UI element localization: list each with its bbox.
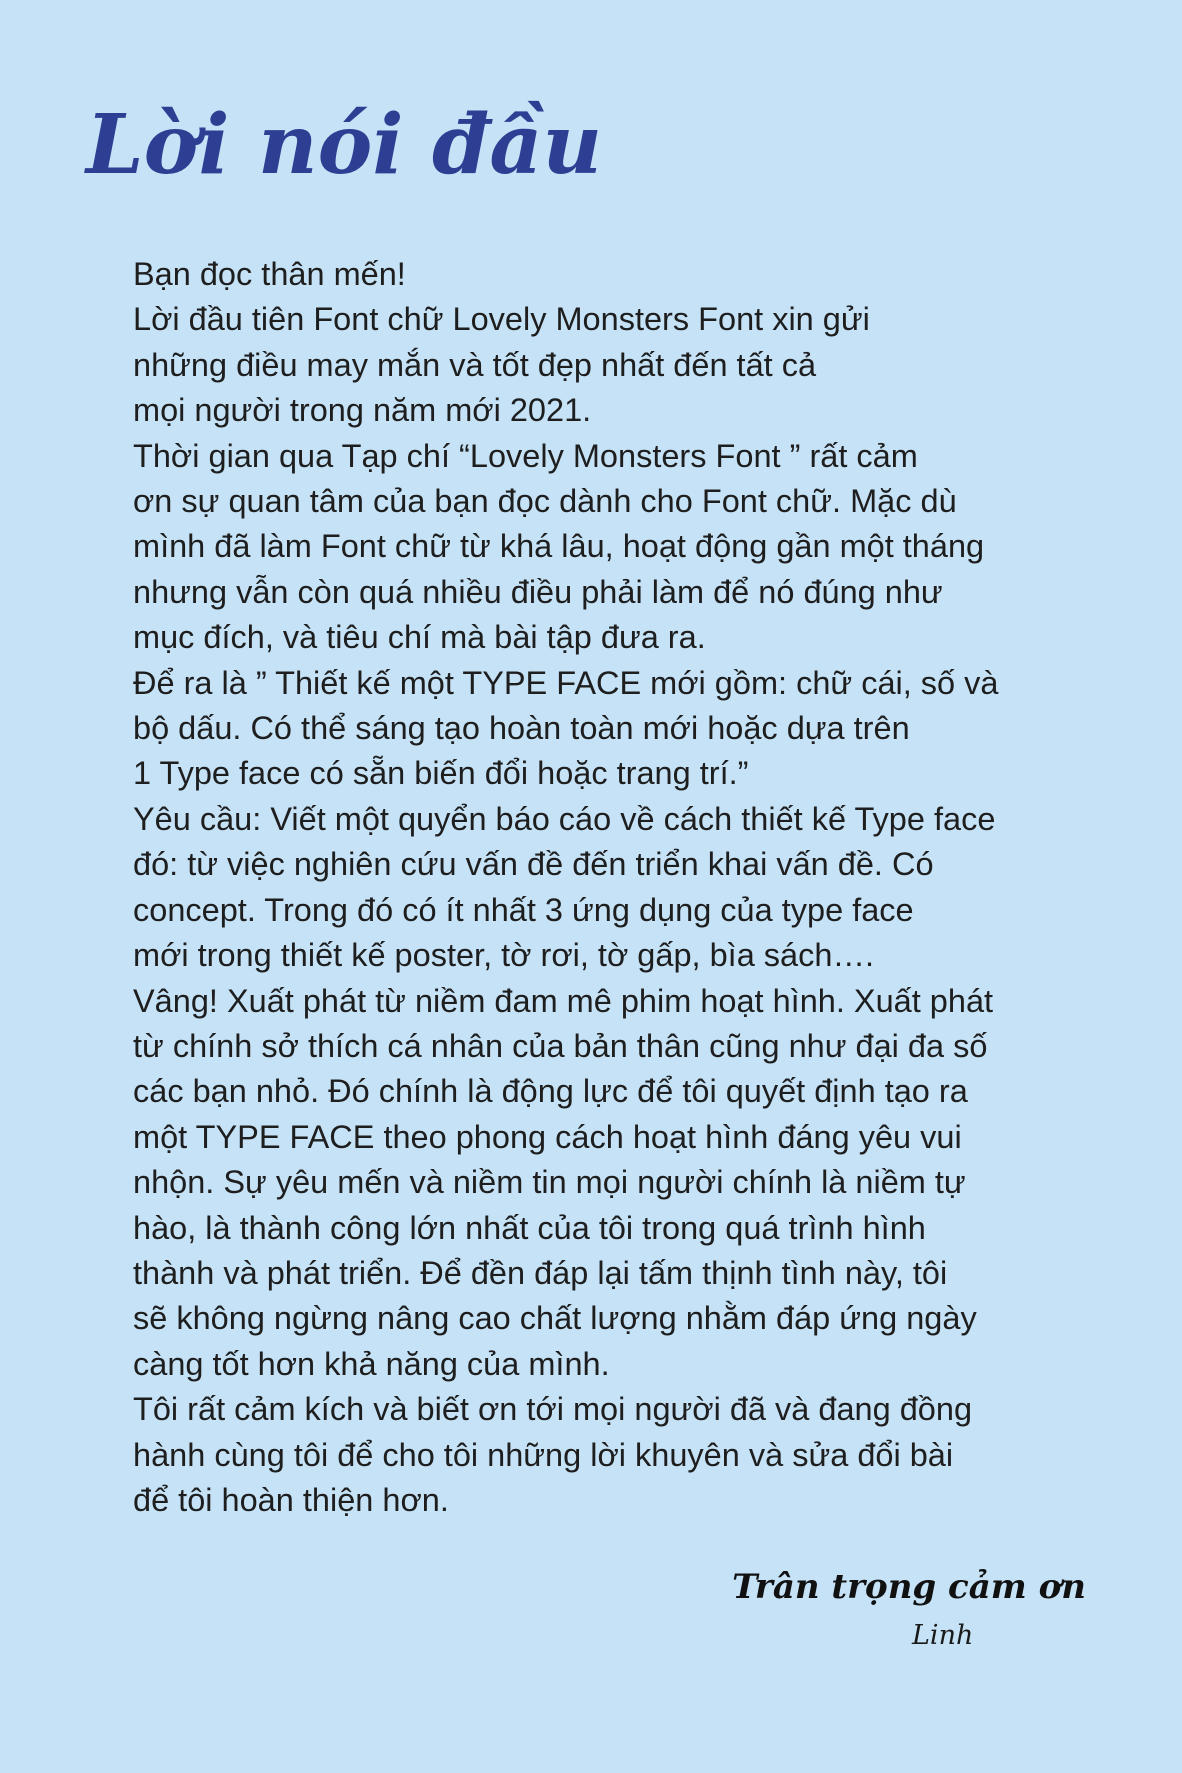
body-line: Bạn đọc thân mến!: [133, 256, 406, 292]
body-line: các bạn nhỏ. Đó chính là động lực để tôi quyết định tạo ra: [133, 1073, 968, 1110]
signature: Linh: [912, 1620, 974, 1651]
body-line: những điều may mắn và tốt đẹp nhất đến tất cả: [133, 346, 817, 383]
page-title: Lời nói đầu: [86, 97, 603, 193]
body-line: thành và phát triển. Để đền đáp lại tấm thịnh tình này, tôi: [133, 1254, 948, 1291]
body-line: Để ra là ” Thiết kế một TYPE FACE mới gồm: chữ cái, số và: [133, 664, 999, 701]
body-line: hào, là thành công lớn nhất của tôi trong quá trình hình: [133, 1209, 926, 1246]
body-line: mọi người trong năm mới 2021.: [133, 392, 592, 429]
body-line: nhưng vẫn còn quá nhiều điều phải làm để nó đúng như: [133, 573, 943, 610]
body-line: Tôi rất cảm kích và biết ơn tới mọi người đã và đang đồng: [133, 1391, 973, 1428]
body-text: [133, 252, 1093, 1523]
body-line: mục đích, và tiêu chí mà bài tập đưa ra.: [133, 619, 706, 656]
body-line: càng tốt hơn khả năng của mình.: [133, 1345, 610, 1382]
body-line: Lời đầu tiên Font chữ Lovely Monsters Font xin gửi: [133, 301, 870, 338]
body-line: một TYPE FACE theo phong cách hoạt hình đáng yêu vui: [133, 1118, 962, 1155]
body-line: Yêu cầu: Viết một quyển báo cáo về cách thiết kế Type face: [133, 800, 996, 837]
body-line: đó: từ việc nghiên cứu vấn đề đến triển khai vấn đề. Có: [133, 846, 934, 883]
body-line: ơn sự quan tâm của bạn đọc dành cho Font chữ. Mặc dù: [133, 483, 957, 520]
body-line: mới trong thiết kế poster, tờ rơi, tờ gấp, bìa sách….: [133, 937, 874, 974]
body-line: hành cùng tôi để cho tôi những lời khuyên và sửa đổi bài: [133, 1436, 954, 1473]
body-line: mình đã làm Font chữ từ khá lâu, hoạt động gần một tháng: [133, 528, 985, 565]
closing-text: Trân trọng cảm ơn: [732, 1567, 1086, 1607]
body-line: Vâng! Xuất phát từ niềm đam mê phim hoạt hình. Xuất phát: [133, 982, 994, 1019]
body-line: nhộn. Sự yêu mến và niềm tin mọi người chính là niềm tự: [133, 1164, 966, 1201]
body-line: Thời gian qua Tạp chí “Lovely Monsters Font ” rất cảm: [133, 437, 918, 474]
body-line: 1 Type face có sẵn biến đổi hoặc trang trí.”: [133, 755, 749, 792]
body-line: concept. Trong đó có ít nhất 3 ứng dụng của type face: [133, 891, 914, 928]
body-line: sẽ không ngừng nâng cao chất lượng nhằm đáp ứng ngày: [133, 1300, 977, 1337]
body-line: bộ dấu. Có thể sáng tạo hoàn toàn mới hoặc dựa trên: [133, 710, 910, 747]
body-line: để tôi hoàn thiện hơn.: [133, 1481, 449, 1518]
body-line: từ chính sở thích cá nhân của bản thân cũng như đại đa số: [133, 1027, 988, 1064]
